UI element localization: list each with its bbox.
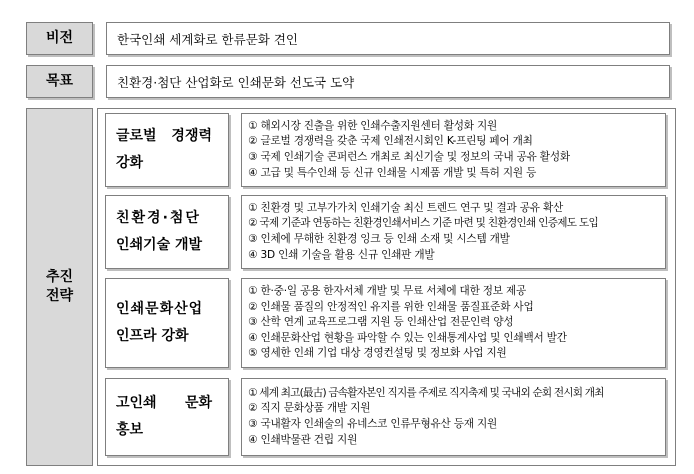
goal-content bbox=[106, 65, 670, 98]
strategy-label bbox=[26, 108, 93, 466]
title-word: 글로벌 bbox=[116, 128, 157, 145]
title-word: 문화 bbox=[184, 395, 212, 412]
title-word: 경쟁력 bbox=[171, 128, 212, 145]
list-item: ③ 국제 인쇄기술 콘퍼런스 개최로 최신기술 및 정보의 국내 공유 활성화 bbox=[248, 151, 570, 163]
strategy-title-line1 bbox=[116, 123, 228, 150]
strategy-title-infra bbox=[105, 278, 229, 368]
list-item: ② 글로벌 경쟁력을 갖춘 국제 인쇄전시회인 K-프린팅 페어 개최 bbox=[248, 135, 533, 148]
strategy-title-eco bbox=[105, 195, 229, 269]
list-item: ① 한·중·일 공용 한자서체 개발 및 무료 서체에 대한 정보 제공 bbox=[248, 285, 527, 298]
strategy-items-heritage bbox=[241, 378, 666, 456]
list-item: ① 친환경 및 고부가가치 인쇄기술 최신 트렌드 연구 및 결과 공유 확산 bbox=[248, 201, 564, 214]
list-item: ④ 인쇄문화산업 현황을 파악할 수 있는 인쇄통계사업 및 인쇄백서 발간 bbox=[248, 331, 567, 344]
strategy-title-line1 bbox=[116, 390, 228, 417]
list-item: ② 직지 문화상품 개발 지원 bbox=[248, 402, 371, 415]
strategy-label-line2: 전략 bbox=[45, 288, 74, 304]
list-item: ④ 3D 인쇄 기술을 활용 신규 인쇄판 개발 bbox=[248, 248, 435, 261]
list-item: ④ 고급 및 특수인쇄 등 신규 인쇄물 시제품 개발 및 특허 지원 등 bbox=[248, 166, 537, 179]
strategy-items-infra bbox=[241, 278, 666, 368]
vision-content bbox=[106, 22, 670, 55]
title-word: 친환경·첨단 bbox=[116, 210, 201, 227]
strategy-items-eco bbox=[241, 195, 666, 269]
title-word: 고인쇄 bbox=[116, 395, 157, 412]
list-item: ② 국제 기준과 연동하는 친환경인쇄서비스 기준 마련 및 친환경인쇄 인증제도 도입 bbox=[248, 217, 599, 230]
list-item: ① 세계 최고(最古) 금속활자본인 직지를 주제로 직지축제 및 국내외 순회 전시회 개최 bbox=[248, 386, 604, 399]
strategy-title-line2: 강화 bbox=[116, 155, 144, 171]
list-item: ② 인쇄물 품질의 안정적인 유지를 위한 인쇄물 품질표준화 사업 bbox=[248, 300, 534, 313]
list-item: ③ 산학 연계 교육프로그램 지원 등 인쇄산업 전문인력 양성 bbox=[248, 316, 514, 329]
vision-label bbox=[26, 22, 93, 55]
strategy-title-heritage bbox=[105, 378, 229, 456]
list-item: ① 해외시장 진출을 위한 인쇄수출지원센터 활성화 지원 bbox=[248, 119, 498, 132]
list-item: ③ 국내활자 인쇄술의 유네스코 인류무형유산 등재 지원 bbox=[248, 418, 498, 430]
strategy-label-line1: 추진 bbox=[45, 269, 74, 286]
strategy-title-line1 bbox=[116, 205, 228, 232]
strategy-title-line2: 인프라 강화 bbox=[116, 328, 189, 344]
goal-text: 친환경·첨단 산업화로 인쇄문화 선도국 도약 bbox=[117, 74, 355, 90]
strategy-items-global bbox=[241, 113, 666, 187]
title-word: 인쇄문화산업 bbox=[116, 301, 204, 318]
strategy-title-line1 bbox=[116, 296, 228, 323]
goal-label-text: 목표 bbox=[45, 73, 74, 90]
strategy-title-line2: 인쇄기술 개발 bbox=[116, 237, 203, 253]
list-item: ⑤ 영세한 인쇄 기업 대상 경영컨설팅 및 정보화 사업 지원 bbox=[248, 347, 507, 360]
vision-text: 한국인쇄 세계화로 한류문화 견인 bbox=[117, 31, 298, 47]
strategy-title-global bbox=[105, 113, 229, 187]
strategy-title-line2: 홍보 bbox=[116, 422, 144, 438]
list-item: ④ 인쇄박물관 건립 지원 bbox=[248, 433, 358, 446]
goal-label bbox=[26, 65, 93, 98]
list-item: ③ 인체에 무해한 친환경 잉크 등 인쇄 소재 및 시스템 개발 bbox=[248, 233, 510, 245]
vision-label-text: 비전 bbox=[45, 30, 74, 47]
